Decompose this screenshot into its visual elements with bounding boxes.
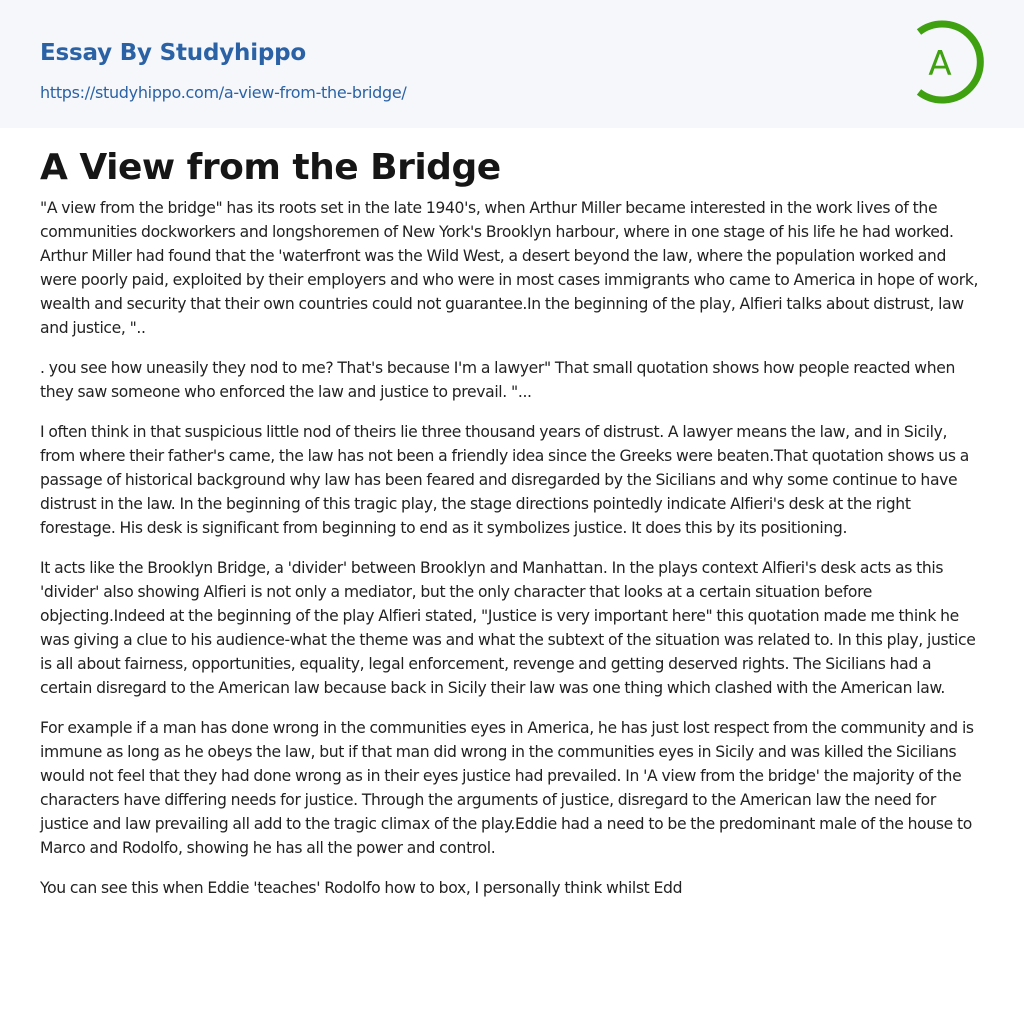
essay-content bbox=[40, 146, 984, 916]
svg-text:A: A bbox=[928, 44, 952, 84]
essay-paragraph: I often think in that suspicious little nod of theirs lie three thousand years of distrust. A lawyer means the law, and in Sicily, from where their father's came, the law has not been a friendly idea since the Greeks were beaten.That quotation shows us a passage of historical background why law has been feared and disregarded by the Sicilians and why some continue to have distrust in the law. In the beginning of this tragic play, the stage directions pointedly indicate Alfieri's desk at the right forestage. His desk is significant from beginning to end as it symbolizes justice. It does this by its positioning. bbox=[40, 423, 969, 537]
studyhippo-logo[interactable] bbox=[912, 19, 986, 105]
site-header bbox=[0, 0, 1024, 128]
page-title: A View from the Bridge bbox=[40, 147, 501, 188]
logo-a-circle-icon bbox=[912, 19, 986, 105]
essay-paragraph: It acts like the Brooklyn Bridge, a 'divider' between Brooklyn and Manhattan. In the plays context Alfieri's desk acts as this 'divider' also showing Alfieri is not only a mediator, but the only character that looks at a certain situation before objecting.Indeed at the beginning of the play Alfieri stated, "Justice is very important here" this quotation made me think he was giving a clue to his audience-what the theme was and what the subtext of the situation was related to. In this play, justice is all about fairness, opportunities, equality, legal enforcement, revenge and getting deserved rights. The Sicilians had a certain disregard to the American law because back in Sicily their law was one thing which clashed with the American law. bbox=[40, 559, 976, 697]
essay-url-link[interactable]: https://studyhippo.com/a-view-from-the-bridge/ bbox=[40, 83, 407, 102]
essay-paragraph: "A view from the bridge" has its roots set in the late 1940's, when Arthur Miller became interested in the work lives of the communities dockworkers and longshoremen of New York's Brooklyn harbour, where in one stage of his life he had worked. Arthur Miller had found that the 'waterfront was the Wild West, a desert beyond the law, where the population worked and were poorly paid, exploited by their employers and who were in most cases immigrants who came to America in hope of work, wealth and security that their own countries could not guarantee.In the beginning of the play, Alfieri talks about distrust, law and justice, ".. bbox=[40, 199, 979, 337]
essay-paragraph: For example if a man has done wrong in the communities eyes in America, he has just lost respect from the community and is immune as long as he obeys the law, but if that man did wrong in the communities eyes in Sicily and was killed the Sicilians would not feel that they had done wrong as in their eyes justice had prevailed. In 'A view from the bridge' the majority of the characters have differing needs for justice. Through the arguments of justice, disregard to the American law the need for justice and law prevailing all add to the tragic climax of the play.Eddie had a need to be the predominant male of the house to Marco and Rodolfo, showing he has all the power and control. bbox=[40, 719, 974, 857]
essay-paragraph: You can see this when Eddie 'teaches' Rodolfo how to box, I personally think whilst Edd bbox=[40, 879, 683, 897]
essay-paragraph: . you see how uneasily they nod to me? That's because I'm a lawyer" That small quotation shows how people reacted when they saw someone who enforced the law and justice to prevail. "... bbox=[40, 359, 956, 401]
brand-title: Essay By Studyhippo bbox=[40, 40, 307, 66]
